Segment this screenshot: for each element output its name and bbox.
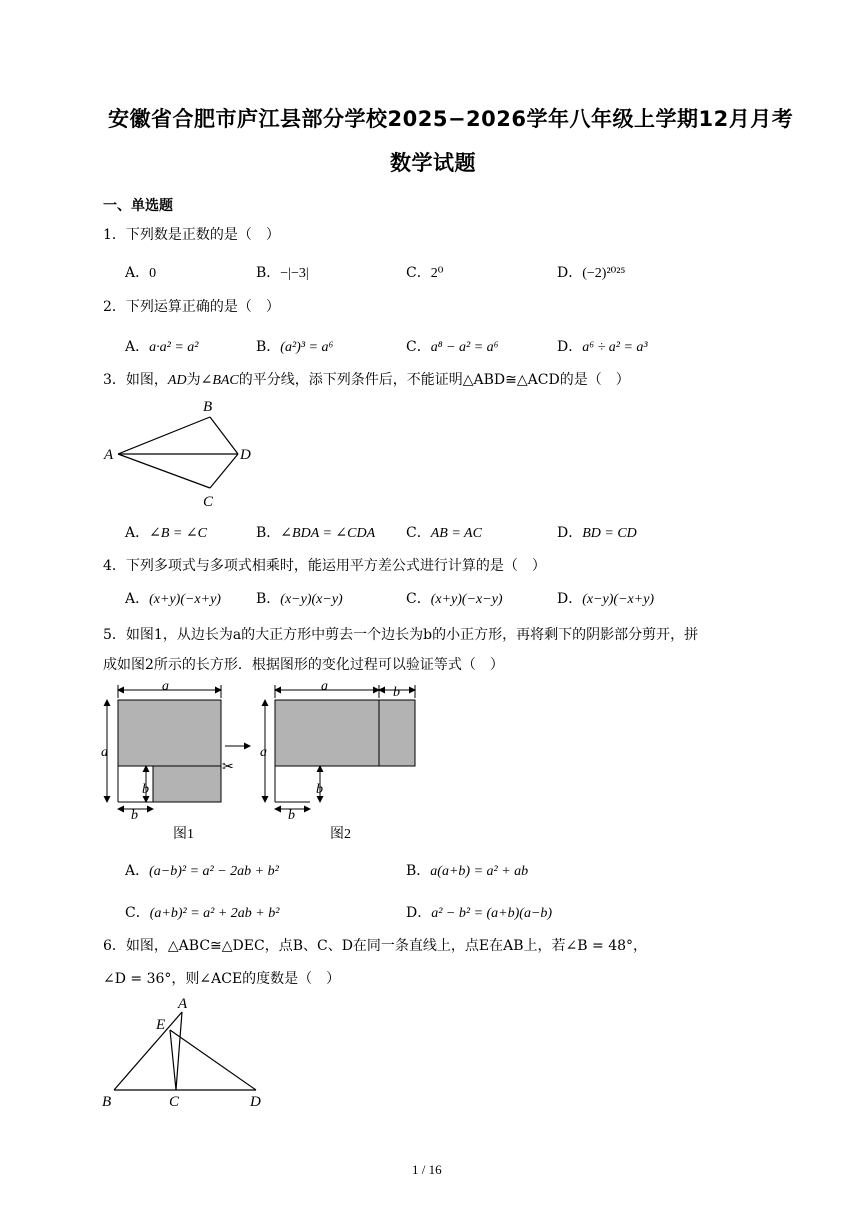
- q3-stem-text: 为: [186, 372, 201, 388]
- fig2-var-a-top: a: [321, 679, 328, 694]
- q5-option-d[interactable]: [406, 902, 552, 922]
- q3-option-d[interactable]: [557, 522, 637, 542]
- q1-option-b[interactable]: [256, 262, 309, 282]
- q2-stem: 2．下列运算正确的是（ ）: [103, 299, 280, 315]
- fig1-var-b-bottom: b: [131, 808, 138, 823]
- option-expr: (x+y)(−x+y): [149, 592, 221, 607]
- option-expr: (−2)²⁰²⁵: [582, 266, 626, 281]
- q4-option-c[interactable]: [406, 588, 503, 608]
- edge-ec: [170, 1030, 176, 1090]
- option-expr: ∠BDA = ∠CDA: [280, 526, 376, 541]
- option-expr: (x−y)(x−y): [280, 592, 343, 607]
- option-expr: 2⁰: [430, 266, 444, 281]
- q3-option-b[interactable]: [256, 522, 375, 542]
- scissors-icon: ✂: [222, 760, 234, 775]
- q6-figure: [98, 992, 278, 1114]
- q5-option-c[interactable]: [125, 902, 279, 922]
- q2-option-c[interactable]: [406, 336, 499, 356]
- q4-stem: 4．下列多项式与多项式相乘时，能运用平方差公式进行计算的是（ ）: [103, 558, 546, 574]
- label-c: C: [169, 1094, 180, 1110]
- option-expr: a·a² = a²: [149, 340, 199, 355]
- edge-ac: [176, 1012, 182, 1090]
- label-a: A: [178, 996, 188, 1012]
- option-expr: a(a+b) = a² + ab: [430, 864, 529, 879]
- option-label: D．: [557, 525, 583, 541]
- q5-figure: [98, 678, 428, 846]
- q2-option-d[interactable]: [557, 336, 648, 356]
- option-expr: AB = AC: [430, 526, 482, 541]
- edge-ed: [170, 1030, 256, 1090]
- edge-bd: [210, 417, 238, 454]
- option-expr: (x+y)(−x−y): [430, 592, 503, 607]
- fig1-shape: [118, 700, 221, 802]
- label-a: A: [104, 447, 114, 463]
- q4-option-b[interactable]: [256, 588, 343, 608]
- fig2-caption: 图2: [330, 827, 351, 842]
- fig1-caption: 图1: [173, 827, 194, 842]
- option-label: B．: [256, 339, 281, 355]
- q2-option-a[interactable]: [125, 336, 198, 356]
- label-c: C: [203, 494, 214, 510]
- option-label: B．: [256, 525, 281, 541]
- fig2-var-b-top: b: [393, 685, 400, 700]
- page-number: 1 / 16: [412, 1162, 442, 1177]
- option-label: A．: [125, 863, 150, 879]
- q5-option-b[interactable]: [406, 860, 528, 880]
- label-e: E: [156, 1017, 166, 1033]
- option-label: D．: [557, 339, 583, 355]
- fig2-var-b-bottom: b: [288, 808, 295, 823]
- option-label: D．: [557, 265, 583, 281]
- q5-option-a[interactable]: [125, 860, 279, 880]
- title-line-2: 数学试题: [390, 151, 476, 175]
- fig1-var-b-side: b: [142, 782, 149, 797]
- option-expr: a² − b² = (a+b)(a−b): [431, 906, 553, 921]
- section-heading: 一、单选题: [103, 198, 173, 214]
- q3-option-c[interactable]: [406, 522, 482, 542]
- q5-stem-line-2: 成如图2所示的长方形．根据图形的变化过程可以验证等式（ ）: [103, 657, 504, 673]
- fig1-var-a-top: a: [162, 679, 169, 694]
- fig2-var-b-side: b: [316, 782, 323, 797]
- q3-stem-text: 3．如图，: [103, 372, 168, 388]
- option-label: A．: [125, 339, 150, 355]
- option-label: C．: [406, 525, 431, 541]
- label-d: D: [250, 1094, 261, 1110]
- option-label: C．: [406, 591, 431, 607]
- q2-option-b[interactable]: [256, 336, 333, 356]
- edge-ab: [118, 417, 210, 454]
- option-label: D．: [557, 591, 583, 607]
- option-label: D．: [406, 905, 432, 921]
- title-line-1: 安徽省合肥市庐江县部分学校2025−2026学年八年级上学期12月月考: [108, 107, 794, 131]
- label-d: D: [240, 447, 251, 463]
- q3-figure: [100, 392, 270, 512]
- q3-option-a[interactable]: [125, 522, 207, 542]
- option-expr: a⁸ − a² = a⁶: [430, 340, 499, 355]
- option-label: B．: [256, 591, 281, 607]
- q1-option-d[interactable]: [557, 262, 625, 282]
- q5-stem-line-1: 5．如图1，从边长为a的大正方形中剪去一个边长为b的小正方形，再将剩下的阴影部分剪开，拼: [103, 627, 699, 643]
- option-label: C．: [125, 905, 150, 921]
- option-expr: BD = CD: [582, 526, 637, 541]
- option-expr: a⁶ ÷ a² = a³: [582, 340, 648, 355]
- option-label: A．: [125, 525, 150, 541]
- option-expr: −|−3|: [280, 266, 309, 281]
- edge-cd: [210, 454, 238, 488]
- q4-option-d[interactable]: [557, 588, 654, 608]
- option-label: A．: [125, 265, 150, 281]
- edge-ac: [118, 454, 210, 488]
- option-expr: (a−b)² = a² − 2ab + b²: [149, 864, 279, 879]
- label-b: B: [102, 1094, 112, 1110]
- q3-math-angle: ∠BAC: [200, 373, 239, 388]
- fig2-var-a-side: a: [260, 745, 267, 760]
- option-expr: (x−y)(−x+y): [582, 592, 655, 607]
- q3-stem: [103, 369, 630, 389]
- option-expr: 0: [149, 266, 157, 281]
- q6-stem-line-2: ∠D = 36°，则∠ACE的度数是（ ）: [103, 971, 341, 987]
- q1-stem: 1．下列数是正数的是（ ）: [103, 227, 280, 243]
- option-label: B．: [406, 863, 431, 879]
- option-label: A．: [125, 591, 150, 607]
- fig1-var-a-side: a: [101, 745, 108, 760]
- q4-option-a[interactable]: [125, 588, 221, 608]
- q1-option-a[interactable]: [125, 262, 156, 282]
- q3-stem-text: 的平分线，添下列条件后，不能证明△ABD≅△ACD的是（ ）: [238, 372, 630, 388]
- option-label: C．: [406, 339, 431, 355]
- q3-math-ad: AD: [167, 373, 187, 388]
- option-expr: ∠B = ∠C: [149, 526, 207, 541]
- option-label: C．: [406, 265, 431, 281]
- option-expr: (a²)³ = a⁶: [280, 340, 334, 355]
- q1-option-c[interactable]: [406, 262, 443, 282]
- q6-stem-line-1: 6．如图，△ABC≅△DEC，点B、C、D在同一条直线上，点E在AB上，若∠B = 48°，: [103, 938, 648, 954]
- option-label: B．: [256, 265, 281, 281]
- fig2-shape: [275, 700, 415, 802]
- label-b: B: [203, 399, 213, 415]
- option-expr: (a+b)² = a² + 2ab + b²: [149, 906, 280, 921]
